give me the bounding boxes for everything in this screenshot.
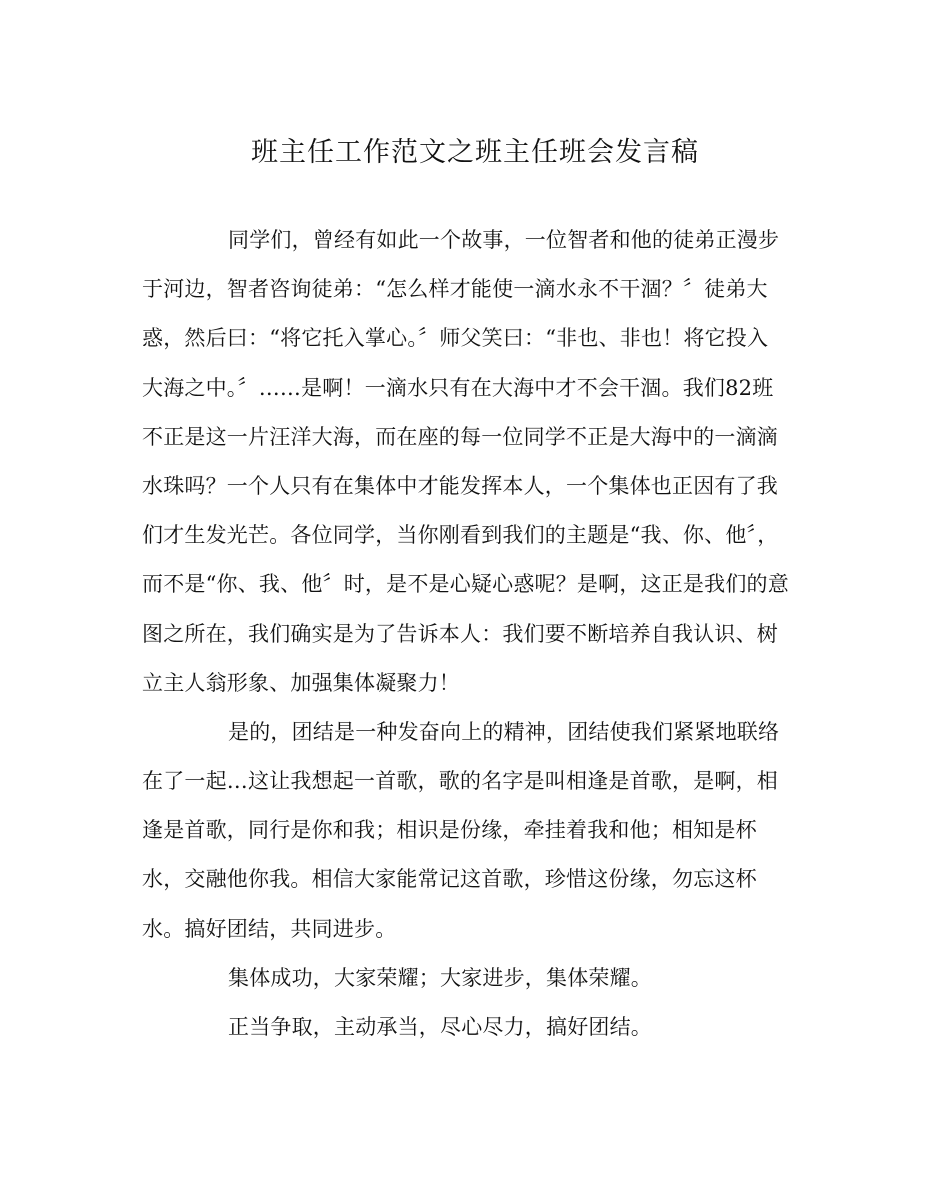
paragraph-1-line-4: 大海之中。〞……是啊！一滴水只有在大海中才不会干涸。我们82班 — [142, 375, 774, 400]
paragraph-1-line-1: 同学们，曾经有如此一个故事，一位智者和他的徒弟正漫步 — [228, 228, 780, 252]
document-body — [142, 216, 810, 1052]
paragraph-1-line-7: 们才生发光芒。各位同学，当你刚看到我们的主题是“我、你、他〞， — [142, 523, 779, 548]
paragraph-2-line-5: 水。搞好团结，共同进步。 — [142, 916, 397, 941]
paragraph-2-line-4: 水，交融他你我。相信大家能常记这首歌，珍惜这份缘，勿忘这杯 — [142, 867, 757, 892]
document-title: 班主任工作范文之班主任班会发言稿 — [251, 137, 699, 168]
paragraph-1-line-8: 而不是“你、我、他〞时，是不是心疑心惑呢？是啊，这正是我们的意 — [142, 572, 789, 597]
paragraph-4-line-1: 正当争取，主动承当，尽心尽力，搞好团结。 — [228, 1015, 652, 1039]
paragraph-3-line-1: 集体成功，大家荣耀；大家进步，集体荣耀。 — [228, 965, 652, 990]
paragraph-1-line-3: 惑，然后曰：“将它托入掌心。〞师父笑曰：“非也、非也！将它投入 — [142, 326, 769, 351]
paragraph-2-line-2: 在了一起…这让我想起一首歌，歌的名字是叫相逢是首歌，是啊，相 — [142, 769, 778, 794]
paragraph-1-line-10: 立主人翁形象、加强集体凝聚力！ — [142, 670, 460, 695]
paragraph-1-line-2: 于河边，智者咨询徒弟：“怎么样才能使一滴水永不干涸？〞徒弟大 — [142, 277, 768, 302]
paragraph-1-line-9: 图之所在，我们确实是为了告诉本人：我们要不断培养自我认识、树 — [142, 621, 778, 646]
paragraph-1-line-5: 不正是这一片汪洋大海，而在座的每一位同学不正是大海中的一滴滴 — [142, 424, 778, 449]
paragraph-1-line-6: 水珠吗？一个人只有在集体中才能发挥本人，一个集体也正因有了我 — [142, 473, 778, 498]
paragraph-2-line-3: 逢是首歌，同行是你和我；相识是份缘，牵挂着我和他；相知是杯 — [142, 818, 757, 843]
paragraph-2-line-1: 是的，团结是一种发奋向上的精神，团结使我们紧紧地联络 — [228, 719, 780, 744]
